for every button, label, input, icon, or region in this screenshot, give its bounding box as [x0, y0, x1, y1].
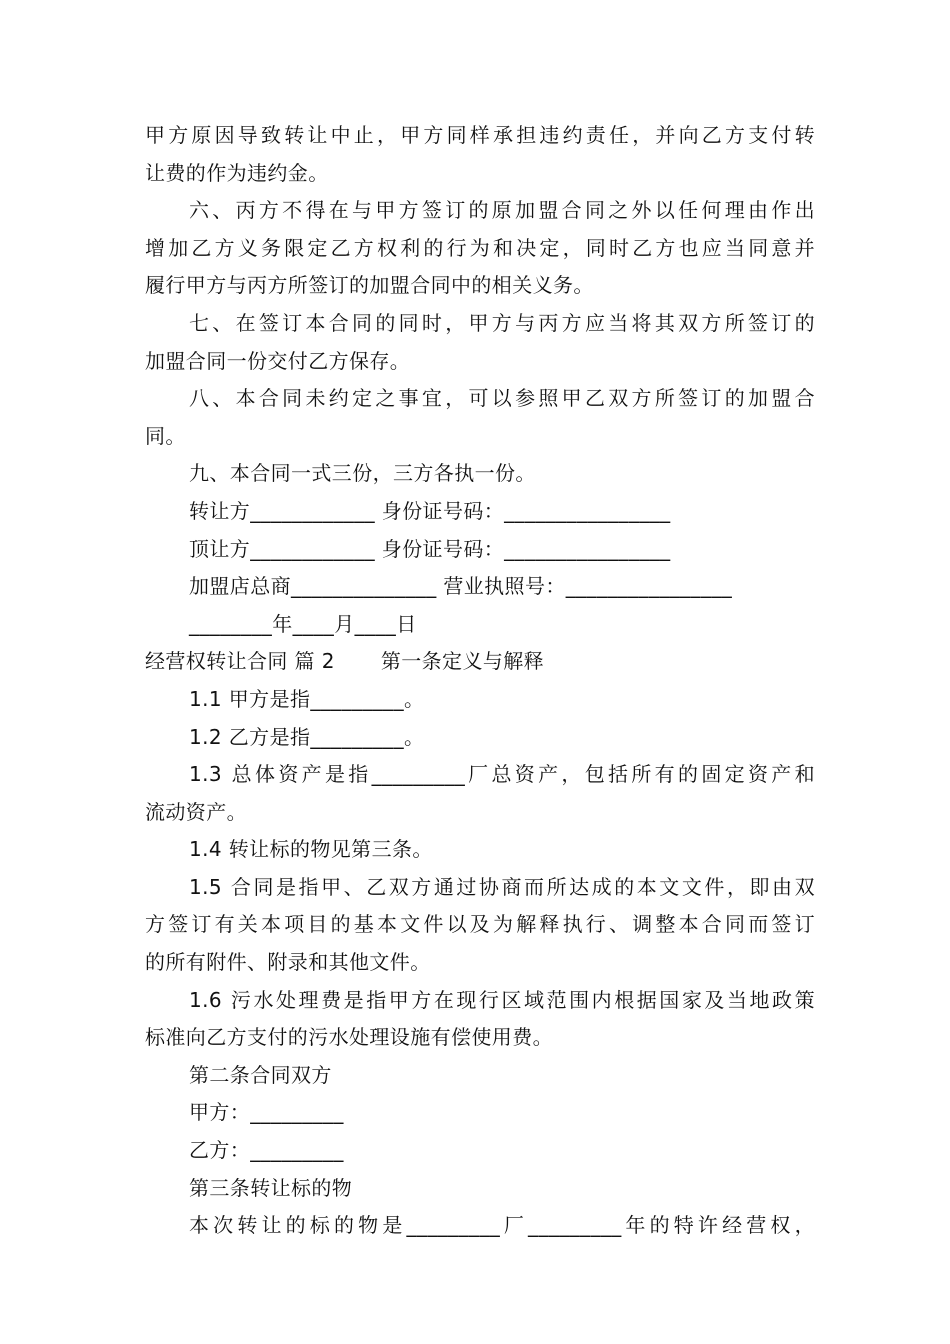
text-line-content: 本次转让的标的物是_________厂_________年的特许经营权，: [189, 1213, 815, 1238]
text-line-content: 1.2 乙方是指_________。: [189, 724, 425, 749]
text-line-content: 加盟合同一份交付乙方保存。: [145, 348, 411, 373]
text-line-content: 让费的作为违约金。: [145, 160, 329, 185]
text-line: [145, 982, 815, 1020]
text-line: [145, 568, 815, 606]
text-line: [145, 606, 815, 644]
text-line-content: 七、在签订本合同的同时，甲方与丙方应当将其双方所签订的: [189, 310, 815, 335]
text-line-content: 同。: [145, 423, 186, 448]
text-line-content: 1.6 污水处理费是指甲方在现行区域范围内根据国家及当地政策: [189, 987, 815, 1012]
text-line: [145, 305, 815, 343]
text-line: [145, 1019, 815, 1057]
text-line: [145, 380, 815, 418]
text-line-content: 增加乙方义务限定乙方权利的行为和决定，同时乙方也应当同意并: [145, 235, 815, 260]
text-line-content: 标准向乙方支付的污水处理设施有偿使用费。: [145, 1025, 553, 1050]
text-line: [145, 756, 815, 794]
text-line: [145, 944, 815, 982]
text-line: [145, 681, 815, 719]
text-line-content: 八、本合同未约定之事宜，可以参照甲乙双方所签订的加盟合: [189, 386, 815, 411]
text-line: [145, 455, 815, 493]
text-line: [145, 831, 815, 869]
text-line: [145, 155, 815, 193]
text-line: [145, 643, 815, 681]
text-line: [145, 117, 815, 155]
text-line-content: 第二条合同双方: [189, 1062, 332, 1087]
document-page: [145, 117, 815, 1245]
text-line-content: 加盟店总商______________ 营业执照号：________________: [189, 574, 733, 599]
text-line-content: 顶让方____________ 身份证号码：________________: [189, 536, 671, 561]
text-line: [145, 869, 815, 907]
text-line: [145, 230, 815, 268]
text-line-content: 1.4 转让标的物见第三条。: [189, 837, 433, 862]
text-line: [145, 1207, 815, 1245]
document-body: [145, 117, 815, 1245]
text-line: [145, 1170, 815, 1208]
text-line-content: ________年____月____日: [189, 611, 417, 636]
text-line-content: 甲方原因导致转让中止，甲方同样承担违约责任，并向乙方支付转: [145, 123, 815, 147]
text-line-content: 六、丙方不得在与甲方签订的原加盟合同之外以任何理由作出: [189, 198, 815, 223]
text-line-content: 履行甲方与丙方所签订的加盟合同中的相关义务。: [145, 273, 594, 298]
text-line: [145, 1132, 815, 1170]
text-line-content: 1.1 甲方是指_________。: [189, 686, 425, 711]
text-line: [145, 493, 815, 531]
text-line-content: 方签订有关本项目的基本文件以及为解释执行、调整本合同而签订: [145, 912, 815, 937]
text-line-content: 经营权转让合同 篇 2: [145, 649, 335, 674]
section-heading: 第一条定义与解释: [380, 649, 545, 674]
text-line-content: 流动资产。: [145, 799, 247, 824]
text-line: [145, 794, 815, 832]
text-line-content: 的所有附件、附录和其他文件。: [145, 950, 431, 975]
text-line-content: 第三条转让标的物: [189, 1175, 353, 1200]
text-line-content: 1.5 合同是指甲、乙双方通过协商而所达成的本文文件，即由双: [189, 874, 815, 899]
text-line-content: 转让方____________ 身份证号码：________________: [189, 498, 671, 523]
text-line-content: 甲方：_________: [189, 1100, 344, 1125]
text-line: [145, 1094, 815, 1132]
text-line: [145, 343, 815, 381]
text-line: [145, 418, 815, 456]
text-line: [145, 192, 815, 230]
text-line: [145, 1057, 815, 1095]
text-line-content: 九、本合同一式三份，三方各执一份。: [189, 461, 536, 486]
text-line: [145, 531, 815, 569]
text-line: [145, 906, 815, 944]
text-line: [145, 267, 815, 305]
text-line-content: 乙方：_________: [189, 1138, 344, 1163]
text-line-content: 1.3 总体资产是指_________厂总资产，包括所有的固定资产和: [189, 762, 815, 787]
text-line: [145, 719, 815, 757]
